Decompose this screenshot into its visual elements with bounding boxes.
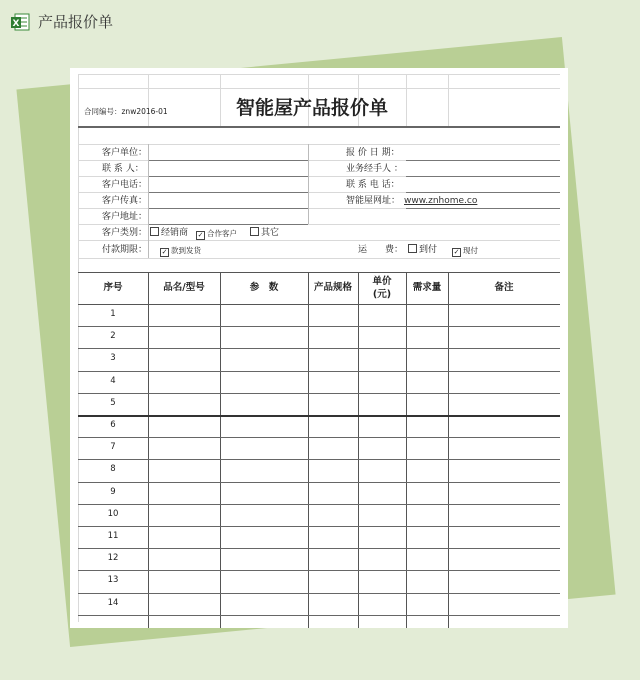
- row-index: 9: [110, 487, 116, 497]
- table-row: [78, 393, 560, 415]
- checkbox-checked-icon: ✓: [161, 248, 168, 256]
- payment-term-label: 付款期限：: [102, 245, 148, 255]
- row-index: 2: [110, 331, 116, 341]
- row-index: 1: [110, 309, 116, 319]
- field-label-client-unit: 客户单位：: [102, 148, 148, 158]
- option-freight-collect[interactable]: 到付: [408, 244, 437, 256]
- row-index: 10: [107, 509, 119, 519]
- col-header-params: 参 数: [249, 282, 279, 293]
- field-label-handler: 业务经手人 ：: [346, 164, 403, 174]
- table-row: [78, 482, 560, 504]
- checkbox-checked-icon: ✓: [197, 231, 204, 239]
- col-header-remarks: 备注: [494, 282, 514, 293]
- row-index: 12: [107, 553, 119, 563]
- app-title: 产品报价单: [38, 13, 114, 31]
- field-label-contact: 联 系 人：: [102, 164, 144, 174]
- field-label-client-fax: 客户传真：: [102, 196, 148, 206]
- row-index: 8: [110, 464, 116, 474]
- table-row: [78, 326, 560, 348]
- col-header-price-unit: (元): [372, 289, 392, 300]
- field-label-quote-date: 报 价 日 期：: [346, 148, 400, 158]
- col-header-index: 序号: [103, 282, 123, 293]
- excel-icon-glyph: X: [12, 19, 20, 29]
- website-link[interactable]: www.znhome.co: [404, 196, 478, 206]
- table-row: [78, 415, 560, 437]
- table-row: [78, 526, 560, 548]
- option-other[interactable]: 其它: [250, 227, 279, 239]
- document-title: 智能屋产品报价单: [236, 97, 389, 119]
- col-header-spec: 产品规格: [313, 282, 352, 293]
- option-partner[interactable]: ✓ 合作客户: [197, 229, 237, 239]
- col-header-quantity: 需求量: [412, 282, 442, 293]
- excel-icon: [10, 12, 30, 32]
- table-row: [78, 371, 560, 393]
- row-index: 5: [110, 398, 116, 408]
- row-index: 13: [107, 575, 119, 585]
- row-index: 14: [107, 598, 119, 608]
- table-row: [78, 437, 560, 459]
- table-row: [78, 304, 560, 326]
- table-row: [78, 504, 560, 526]
- table-row: [78, 548, 560, 570]
- field-label-client-address: 客户地址：: [102, 212, 148, 222]
- col-header-model: 品名/型号: [163, 282, 205, 293]
- checkbox-icon: [408, 244, 417, 253]
- app-header: [0, 0, 640, 44]
- option-freight-prepaid[interactable]: ✓ 现付: [453, 246, 478, 256]
- option-pay-before-ship[interactable]: ✓ 款到发货: [161, 246, 201, 256]
- checkbox-checked-icon: ✓: [453, 248, 460, 256]
- table-row: [78, 593, 560, 615]
- row-index: 4: [110, 376, 116, 386]
- table-row: [78, 570, 560, 592]
- contract-number: 合同编号：znw2016-01: [84, 107, 168, 116]
- row-index: 7: [110, 442, 116, 452]
- checkbox-icon: [150, 227, 159, 236]
- field-label-website: 智能屋网址：: [346, 196, 401, 206]
- table-row: [78, 348, 560, 370]
- col-header-price: 单价: [372, 276, 392, 287]
- row-index: 6: [110, 420, 116, 430]
- table-row: [78, 459, 560, 481]
- row-index: 11: [107, 531, 119, 541]
- field-label-client-phone: 客户电话：: [102, 180, 148, 190]
- customer-type-label: 客户类别：: [102, 228, 148, 238]
- quotation-sheet: [70, 68, 568, 628]
- row-index: 3: [110, 353, 116, 363]
- checkbox-icon: [250, 227, 259, 236]
- option-dealer[interactable]: 经销商: [150, 227, 188, 239]
- field-label-contact-phone: 联 系 电 话：: [346, 180, 400, 190]
- freight-label: 运 费：: [358, 245, 404, 255]
